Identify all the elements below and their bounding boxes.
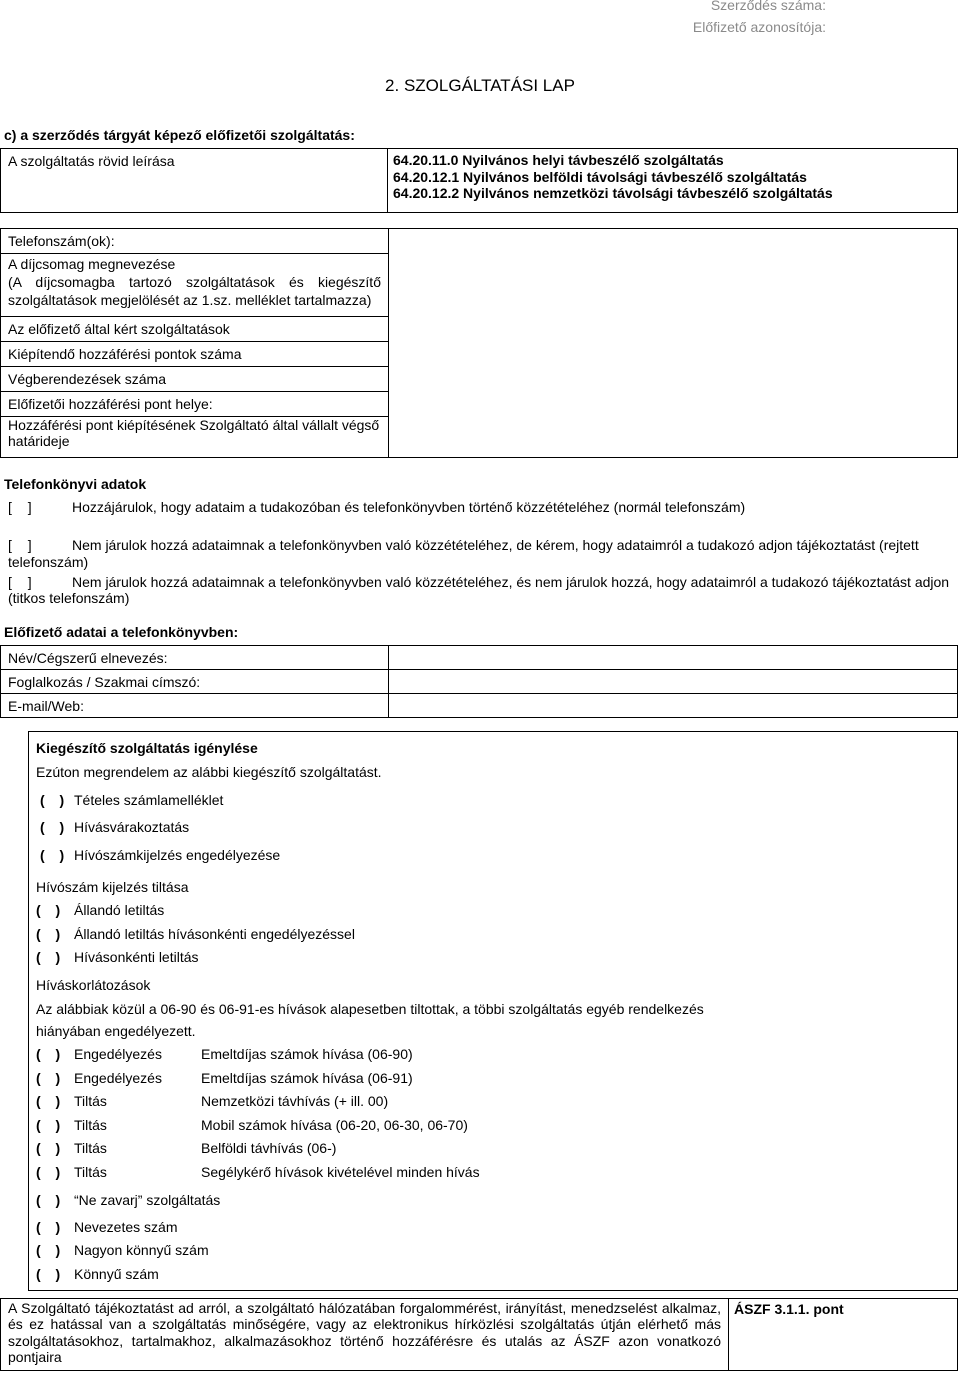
list-item [29,902,957,918]
page-title: 2. SZOLGÁLTATÁSI LAP [385,76,575,95]
service-section-heading: c) a szerződés tárgyát képező előfizetői szolgáltatás: [4,127,355,143]
list-item [29,1266,957,1282]
restriction-row [29,1093,957,1109]
directory-heading: Telefonkönyvi adatok [4,476,147,492]
list-item [29,1242,957,1258]
deadline-label-cell [1,417,388,457]
directory-option-text: Nem járulok hozzá adataimnak a telefonkönyvben való közzétételéhez, de kérem, hogy adataimról a tudakozó adjon tájékoztatást (rejtett [72,537,919,553]
service-item: 64.20.12.1 Nyilvános belföldi távolsági távbeszélő szolgáltatás [393,168,807,185]
option-marker: ( ) [40,847,65,863]
supplementary-intro: Ezúton megrendelem az alábbi kiegészítő szolgáltatást. [36,764,382,780]
restriction-action: Engedélyezés [74,1070,162,1086]
option-marker: ( ) [36,1242,61,1258]
requested-services-label: Az előfizető által kért szolgáltatások [1,317,388,342]
option-label: Hívásonkénti letiltás [74,949,199,965]
directory-option [0,499,958,515]
service-list [388,149,957,212]
package-note-line: (A díjcsomagba tartozó szolgáltatások és kiegészítő [8,274,381,290]
directory-option-text: Hozzájárulok, hogy adataim a tudakozóban és telefonkönyvben történő közzétételéhez (normál telefonszám) [72,499,746,515]
directory-option-text: telefonszám) [8,554,89,570]
package-label: A díjcsomag megnevezése [8,256,176,272]
details-value-cell [389,229,957,457]
access-point-location-label: Előfizetői hozzáférési pont helye: [1,392,388,417]
option-marker: ( ) [36,1140,61,1156]
restriction-target: Belföldi távhívás (06-) [201,1140,337,1156]
name-value-cell [389,646,957,669]
directory-entry-heading: Előfizető adatai a telefonkönyvben: [4,624,239,640]
restriction-target: Emeltdíjas számok hívása (06-90) [201,1046,413,1062]
list-item [29,847,957,863]
restriction-row [29,1164,957,1180]
restriction-row [29,1140,957,1156]
restriction-row [29,1070,957,1086]
notice-line: A Szolgáltató tájékoztatást ad arról, a szolgáltató hálózatában forgalommérést, irányítást, menedzselést alkalmaz, [8,1300,721,1316]
service-item: 64.20.11.0 Nyilvános helyi távbeszélő szolgáltatás [393,152,724,168]
option-label: Hívásvárakoztatás [74,819,190,835]
checkbox-marker: [ ] [8,499,32,515]
directory-entry-table [0,645,958,718]
directory-option [0,574,958,606]
checkbox-marker: [ ] [8,574,32,590]
service-item: 64.20.12.2 Nyilvános nemzetközi távolsági távbeszélő szolgáltatás [393,185,833,201]
restriction-action: Tiltás [74,1164,107,1180]
option-marker: ( ) [36,949,61,965]
table-row [1,646,957,670]
list-item [29,819,957,835]
deadline-label-line: Hozzáférési pont kiépítésének Szolgáltató által vállalt végső [8,417,380,433]
list-item [29,792,957,808]
restrictions-heading: Híváskorlátozások [36,977,151,993]
terminal-count-label: Végberendezések száma [1,367,388,392]
option-marker: ( ) [36,1117,61,1133]
traffic-management-notice-table [0,1298,958,1371]
short-description-label: A szolgáltatás rövid leírása [1,149,388,212]
contract-number-label: Szerződés száma: [710,0,826,13]
list-item [29,1219,957,1235]
option-marker: ( ) [36,1219,61,1235]
notice-line: és ez hatással van a szolgáltatás minőségére, vagy az elektronikus hírközlési szolgáltatás útján elérhető más [8,1316,721,1333]
aszf-reference: ÁSZF 3.1.1. pont [734,1301,844,1317]
do-not-disturb-label: “Ne zavarj” szolgáltatás [74,1192,221,1208]
package-label-cell [1,254,388,317]
option-label: Állandó letiltás [74,902,165,918]
directory-option-text: (titkos telefonszám) [8,590,130,606]
list-item [29,1192,957,1208]
option-marker: ( ) [36,1192,61,1208]
details-label-column [1,229,389,457]
supplementary-heading: Kiegészítő szolgáltatás igénylése [36,740,258,756]
checkbox-marker: [ ] [8,537,32,553]
deadline-label-line: határideje [8,433,70,449]
option-marker: ( ) [36,1093,61,1109]
option-marker: ( ) [36,1070,61,1086]
restriction-action: Tiltás [74,1140,107,1156]
notice-line: pontjaira [8,1348,62,1365]
option-label: Állandó letiltás hívásonkénti engedélyezéssel [74,926,355,942]
table-row [1,670,957,694]
special-number-label: Nagyon könnyű szám [74,1242,209,1258]
subscriber-id-label: Előfizető azonosítója: [692,19,826,35]
directory-option-text: Nem járulok hozzá adataimnak a telefonkönyvben való közzétételéhez, és nem járulok hozzá, hogy adataimról a tudakozó tájékoztatást adjon [72,574,950,590]
restriction-row [29,1046,957,1062]
service-description-table [0,148,958,213]
notice-cell [1,1299,729,1370]
restriction-row [29,1117,957,1133]
option-marker: ( ) [36,902,61,918]
restriction-action: Tiltás [74,1117,107,1133]
restriction-target: Mobil számok hívása (06-20, 06-30, 06-70) [201,1117,468,1133]
caller-id-block-heading: Hívószám kijelzés tiltása [36,879,189,895]
email-web-label: E-mail/Web: [1,694,389,717]
restriction-target: Nemzetközi távhívás (+ ill. 00) [201,1093,389,1109]
package-note-line: szolgáltatások megjelölését az 1.sz. melléklet tartalmazza) [8,292,372,308]
phone-numbers-label: Telefonszám(ok): [1,229,388,254]
option-marker: ( ) [36,1046,61,1062]
special-number-label: Könnyű szám [74,1266,159,1282]
option-marker: ( ) [36,1164,61,1180]
list-item [29,949,957,965]
occupation-label: Foglalkozás / Szakmai címszó: [1,670,389,693]
table-row [1,694,957,717]
special-number-label: Nevezetes szám [74,1219,178,1235]
restrictions-note-line: hiányában engedélyezett. [36,1023,196,1039]
option-marker: ( ) [36,1266,61,1282]
email-web-value-cell [389,694,957,717]
option-label: Hívószámkijelzés engedélyezése [74,847,281,863]
option-marker: ( ) [40,819,65,835]
restriction-target: Segélykérő hívások kivételével minden hívás [201,1164,480,1180]
directory-option [0,537,958,571]
supplementary-services-box [28,731,958,1291]
service-details-table [0,228,958,458]
option-label: Tételes számlamelléklet [74,792,224,808]
restriction-target: Emeltdíjas számok hívása (06-91) [201,1070,413,1086]
restriction-action: Engedélyezés [74,1046,162,1062]
restrictions-note-line: Az alábbiak közül a 06-90 és 06-91-es hívások alapesetben tiltottak, a többi szolgáltatás egyéb rendelkezés [36,1001,704,1017]
list-item [29,926,957,942]
notice-line: szolgáltatásokhoz, tartalmakhoz, alkalmazásokhoz történő hozzáférésre és utalás az ÁSZF azon vonatkozó [8,1332,721,1349]
option-marker: ( ) [40,792,65,808]
option-marker: ( ) [36,926,61,942]
restriction-action: Tiltás [74,1093,107,1109]
access-points-count-label: Kiépítendő hozzáférési pontok száma [1,342,388,367]
occupation-value-cell [389,670,957,693]
name-label: Név/Cégszerű elnevezés: [1,646,389,669]
